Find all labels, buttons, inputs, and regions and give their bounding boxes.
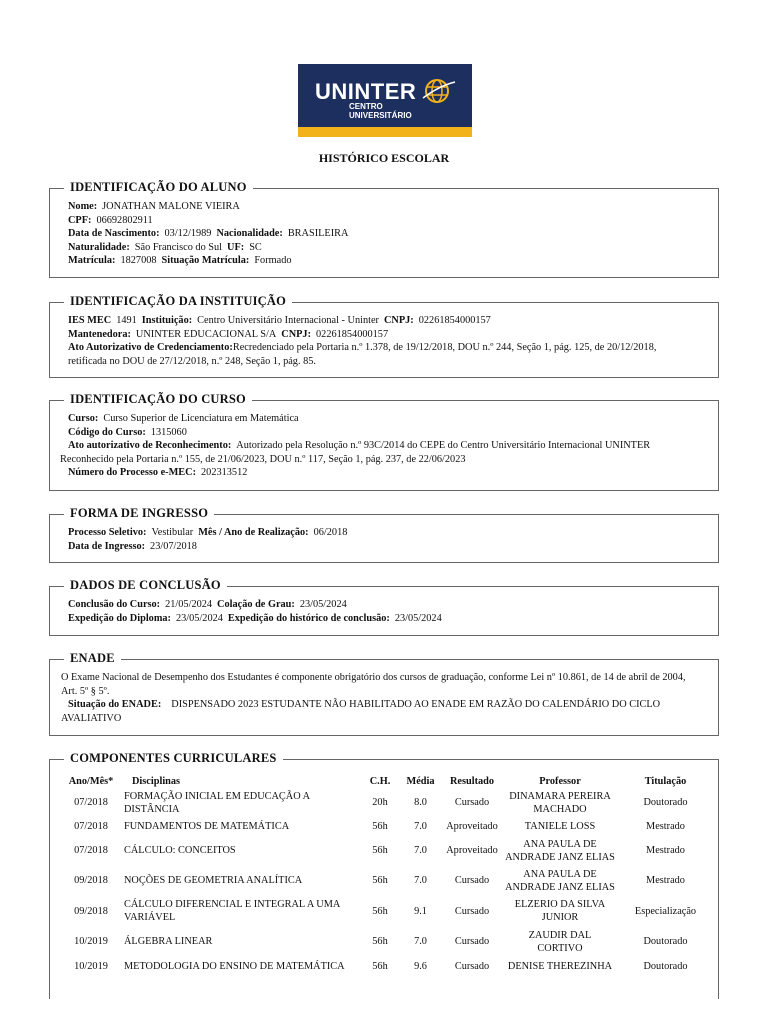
section-legend: COMPONENTES CURRICULARES [64,751,283,766]
selection-process: Vestibular [151,527,194,538]
section-enade: ENADE O Exame Nacional de Desempenho dos Estudantes é componente obrigatório dos cursos de graduação, conforme Lei nº 10.861, de 14 de abril de 2004, Art. 5º § 5º. Situação do ENADE: DISPENSADO 2023 ESTUDANTE NÃO HABILITADO AO ENADE EM RAZÃO DO CALENDÁRIO DO CICLO AVALIATIVO [49,659,719,736]
student-name: JONATHAN MALONE VIEIRA [102,201,240,212]
maintainer-name: UNINTER EDUCACIONAL S/A [135,328,277,340]
header-professor: Professor [539,775,581,787]
birthplace: São Francisco do Sul [134,241,223,253]
enade-status-cont: AVALIATIVO [61,712,122,724]
section-legend: DADOS DE CONCLUSÃO [64,578,227,593]
maintainer-cnpj: 02261854000157 [316,328,389,340]
table-row: 10/2019 METODOLOGIA DO ENSINO DE MATEMÁTICA 56h 9.6 Cursado DENISE THEREZINHA Doutorado [74,960,688,972]
institution-cnpj: 02261854000157 [418,315,491,326]
ies-code: 1491 [116,315,137,326]
enade-text-cont: Art. 5º § 5º. [61,685,110,697]
table-row: 09/2018 CÁLCULO DIFERENCIAL E INTEGRAL A UMA VARIÁVEL 56h 9.1 Cursado ELZERIO DA SILVA JUNIOR Especialização [74,899,697,923]
student-cpf: 06692802911 [96,214,153,226]
grades-table [60,773,712,975]
section-ingresso: FORMA DE INGRESSO Processo Seletivo: Vestibular Mês / Ano de Realização: 06/2018 Data de Ingresso: 23/07/2018 [49,514,719,563]
section-legend: FORMA DE INGRESSO [64,506,214,521]
section-legend: IDENTIFICAÇÃO DO ALUNO [64,180,253,195]
accreditation-act: Recredenciado pela Portaria n.º 1.378, de 19/12/2018, DOU n.º 244, Seção 1, pág. 125, de 20/12/2018, [232,342,657,353]
nationality: BRASILEIRA [287,228,349,239]
section-legend: ENADE [64,651,121,666]
selection-date: 06/2018 [313,527,348,538]
header-resultado: Resultado [449,775,495,787]
logo-brand: UNINTER [315,79,417,104]
header-ch: C.H. [369,775,391,787]
emec-process: 202313512 [201,467,248,478]
section-aluno: IDENTIFICAÇÃO DO ALUNO Nome: JONATHAN MALONE VIEIRA CPF: 06692802911 Data de Nascimento: 03/12/1989 Nacionalidade: BRASILEIRA Naturalidade: São Francisco do Sul UF: SC Matrícula: 1827008 Situação Matrícula: Formado [49,188,719,278]
graduation-date: 23/05/2024 [299,599,347,610]
completion-date: 21/05/2024 [165,599,213,610]
logo-subtitle: CENTRO UNIVERSITÁRIO [349,102,412,120]
course-name: Curso Superior de Licenciatura em Matemática [103,413,299,424]
enrollment-number: 1827008 [120,255,157,266]
section-conclusao: DADOS DE CONCLUSÃO Conclusão do Curso: 21/05/2024 Colação de Grau: 23/05/2024 Expedição do Diploma: 23/05/2024 Expedição do histórico de conclusão: 23/05/2024 [49,586,719,636]
transcript-date: 23/05/2024 [394,612,442,624]
birth-date: 03/12/1989 [164,228,212,239]
uninter-logo [298,64,472,137]
admission-date: 23/07/2018 [150,540,197,552]
table-row: 10/2019 ÁLGEBRA LINEAR 56h 7.0 Cursado ZAUDIR DAL CORTIVO Doutorado [74,929,688,954]
section-instituicao: IDENTIFICAÇÃO DA INSTITUIÇÃO IES MEC 1491 Instituição: Centro Universitário Internacional - Uninter CNPJ: 02261854000157 Mantenedora: UNINTER EDUCACIONAL S/A CNPJ: 02261854000157 Ato Autorizativo de Credenciamento:Recredenciado pela Portaria n.º 1.378, de 19/12/2018, DOU n.º 244, Seção 1, pág. 125, de 20/12/2018, retificada no DOU de 27/12/2018, n.º 248, Seção 1, pág. 85. [49,302,719,378]
table-row: 09/2018 NOÇÕES DE GEOMETRIA ANALÍTICA 56h 7.0 Cursado ANA PAULA DE ANDRADE JANZ ELIAS Mestrado [74,868,685,893]
section-legend: IDENTIFICAÇÃO DO CURSO [64,392,252,407]
header-ano: Ano/Mês* [68,775,114,787]
course-code: 1315060 [150,426,187,438]
institution-name: Centro Universitário Internacional - Uninter [197,315,379,326]
logo-gold-bar [298,127,472,137]
table-row: 07/2018 FORMAÇÃO INICIAL EM EDUCAÇÃO A DISTÂNCIA 20h 8.0 Cursado DINAMARA PEREIRA MACHADO Doutorado [74,790,688,815]
table-row: 07/2018 FUNDAMENTOS DE MATEMÁTICA 56h 7.0 Aproveitado TANIELE LOSS Mestrado [74,820,685,832]
table-row: 07/2018 CÁLCULO: CONCEITOS 56h 7.0 Aproveitado ANA PAULA DE ANDRADE JANZ ELIAS Mestrado [74,838,685,863]
recognition-act: Autorizado pela Resolução n.º 93C/2014 do CEPE do Centro Universitário Internacional UNINTER [236,440,651,451]
header-titulacao: Titulação [644,775,687,787]
header-disciplinas: Disciplinas [132,775,181,787]
section-curso: IDENTIFICAÇÃO DO CURSO Curso: Curso Superior de Licenciatura em Matemática Código do Curso: 1315060 Ato autorizativo de Reconhecimento: Autorizado pela Resolução n.º 93C/2014 do CEPE do Centro Universitário Internacional UNINTER Reconhecido pela Portaria n.º 155, de 21/06/2023, DOU n.º 117, Seção 1, pág. 237, de 22/06/2023 Número do Processo e-MEC: 202313512 [49,400,719,491]
accreditation-act-cont: retificada no DOU de 27/12/2018, n.º 248, Seção 1, pág. 85. [68,355,316,367]
diploma-date: 23/05/2024 [175,612,223,624]
section-legend: IDENTIFICAÇÃO DA INSTITUIÇÃO [64,294,292,309]
enade-text: O Exame Nacional de Desempenho dos Estudantes é componente obrigatório dos cursos de graduação, conforme Lei nº 10.861, de 14 de abril de 2004, [61,672,686,683]
enrollment-status: Formado [254,255,292,266]
document-title: HISTÓRICO ESCOLAR [318,151,450,165]
recognition-act-cont: Reconhecido pela Portaria n.º 155, de 21/06/2023, DOU n.º 117, Seção 1, pág. 237, de 22/06/2023 [60,453,466,465]
state: SC [249,241,262,253]
enade-status: DISPENSADO 2023 ESTUDANTE NÃO HABILITADO AO ENADE EM RAZÃO DO CALENDÁRIO DO CICLO [171,699,661,710]
globe-icon [422,76,456,106]
table-header-row [60,773,712,789]
header-media: Média [406,775,435,787]
